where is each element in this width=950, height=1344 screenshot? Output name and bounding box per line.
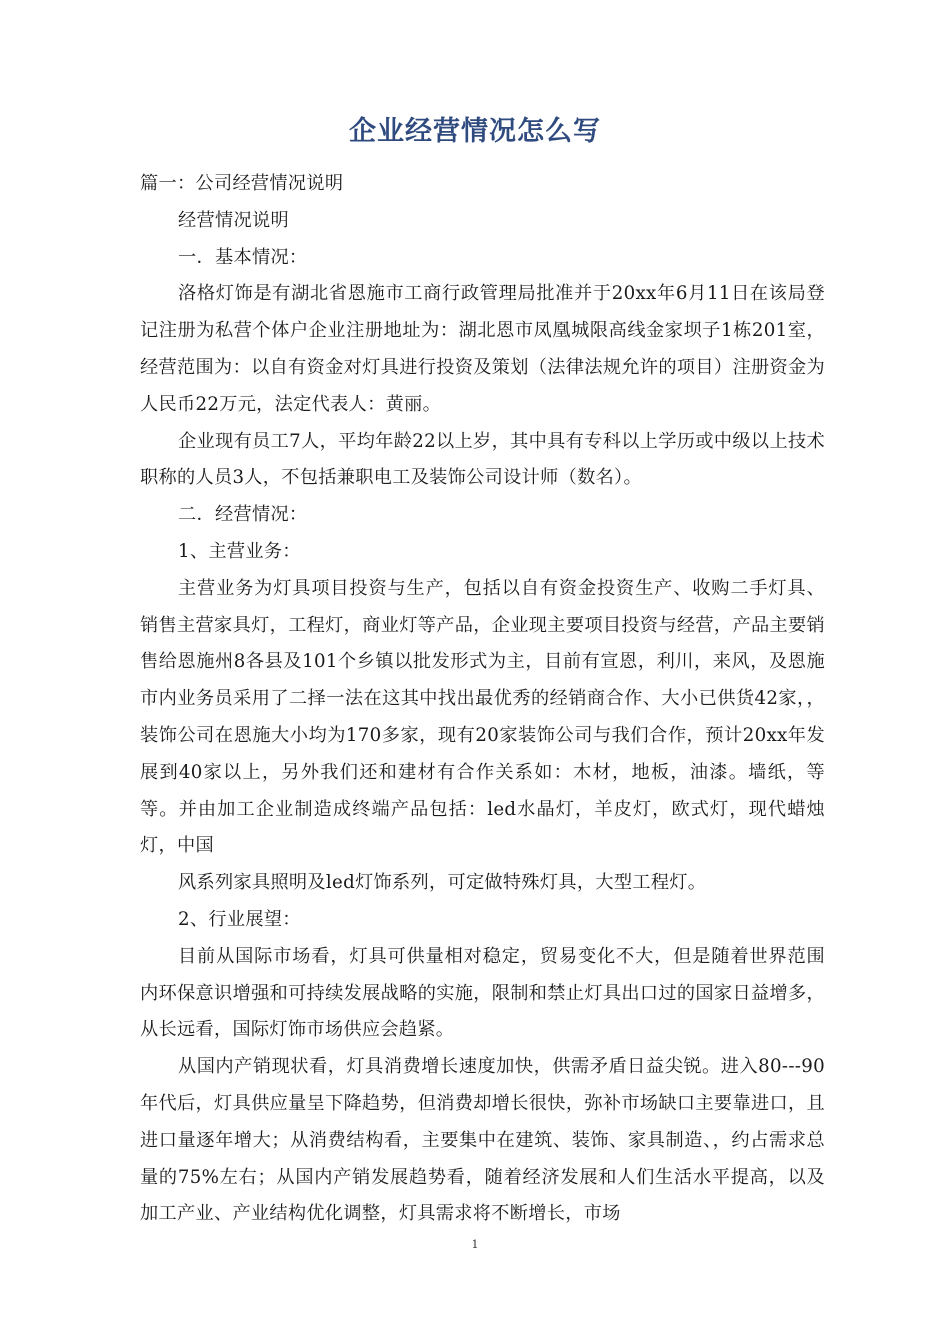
section-heading: 1、主营业务： [178,540,301,562]
paragraph: 目前从国际市场看，灯具可供量相对稳定，贸易变化不大，但是随着世界范围内环保意识增强和可持续发展战略的实施，限制和禁止灯具出口过的国家日益增多，从长远看，国际灯饰市场供应会趋紧。 [140,945,825,1041]
document-title: 企业经营情况怎么写 [349,116,601,147]
paragraph: 从国内产销现状看，灯具消费增长速度加快，供需矛盾日益尖锐。进入80---90年代后，灯具供应量呈下降趋势，但消费却增长很快，弥补市场缺口主要靠进口，且进口量逐年增大；从消费结构看，主要集中在建筑、装饰、家具制造、，约占需求总量的75%左右；从国内产销发展趋势看，随着经济发展和人们生活水平提高，以及加工产业、产业结构优化调整，灯具需求将不断增长，市场 [140,1056,825,1225]
paragraph: 洛格灯饰是有湖北省恩施市工商行政管理局批准并于20xx年6月11日在该局登记注册为私营个体户企业注册地址为：湖北恩市凤凰城限高线金家坝子1栋201室，经营范围为：以自有资金对灯具进行投资及策划（法律法规允许的项目）注册资金为人民币22万元，法定代表人：黄丽。 [140,283,825,415]
section-heading: 篇一：公司经营情况说明 [140,173,344,194]
paragraph: 风系列家具照明及led灯饰系列，可定做特殊灯具，大型工程灯。 [178,872,707,894]
paragraph: 企业现有员工7人，平均年龄22以上岁，其中具有专科以上学历或中级以上技术职称的人员3人，不包括兼职电工及装饰公司设计师（数名）。 [140,430,825,489]
subsection-title: 经营情况说明 [178,209,289,231]
section-heading: 一．基本情况： [178,246,308,268]
page-number: 1 [471,1238,479,1251]
paragraph: 主营业务为灯具项目投资与生产，包括以自有资金投资生产、收购二手灯具、销售主营家具灯，工程灯，商业灯等产品，企业现主要项目投资与经营，产品主要销售给恩施州8各县及101个乡镇以批发形式为主，目前有宣恩，利川，来风，及恩施市内业务员采用了二择一法在这其中找出最优秀的经销商合作、大小已供货42家，，装饰公司在恩施大小均为170多家，现有20家装饰公司与我们合作，预计20xx年发展到40家以上，另外我们还和建材有合作关系如：木材，地板，油漆。墙纸，等等。并由加工企业制造成终端产品包括：led水晶灯，羊皮灯，欧式灯，现代蜡烛灯，中国 [140,577,825,857]
document-body [140,166,825,1233]
section-heading: 2、行业展望： [178,908,301,930]
section-heading: 二．经营情况： [178,504,308,526]
